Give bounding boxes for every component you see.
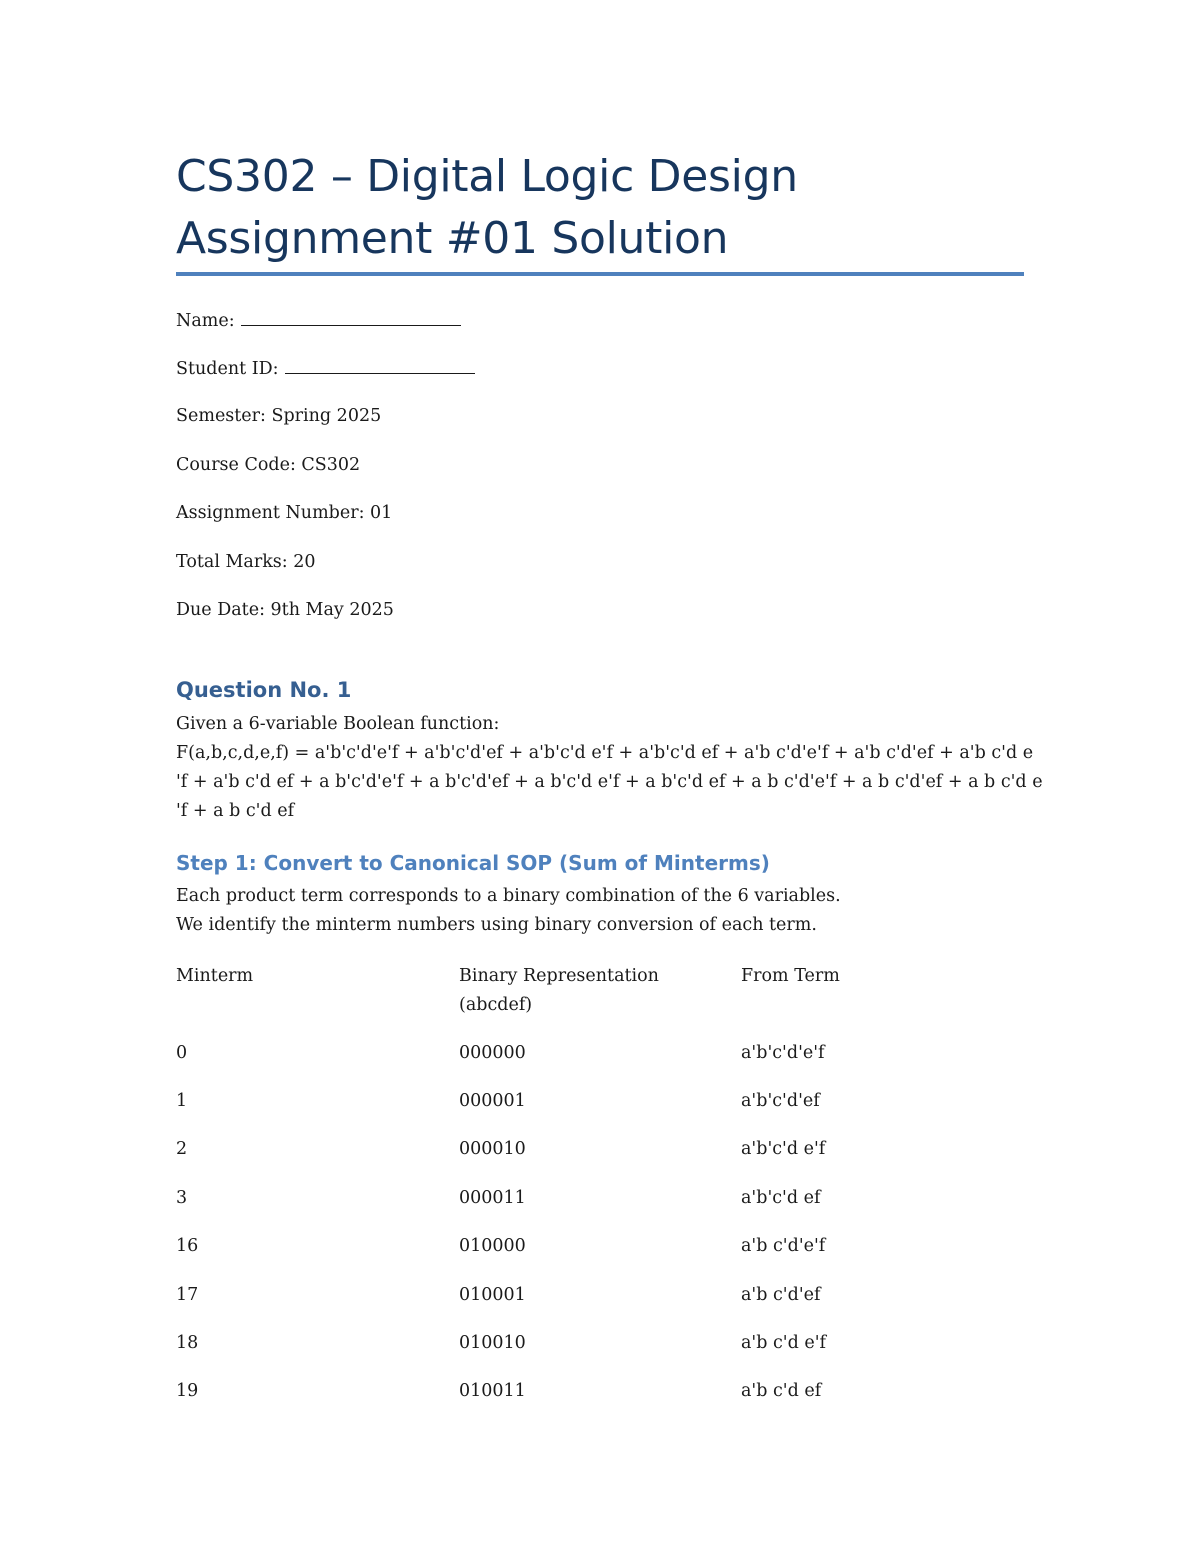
course-code-field: Course Code: CS302 [176,455,361,475]
minterm-cell: 0 [176,1043,188,1063]
name-label: Name: [176,311,235,331]
question-body [176,710,1043,826]
term-cell: a'b'c'd ef [741,1188,821,1208]
function-line-1: F(a,b,c,d,e,f) = a'b'c'd'e'f + a'b'c'd'ef + a'b'c'd e'f + a'b'c'd ef + a'b c'd'e'f + a'b c'd'ef + a'b c'd e [176,743,1034,763]
term-cell: a'b c'd ef [741,1381,822,1401]
step1-heading: Step 1: Convert to Canonical SOP (Sum of Minterms) [176,851,770,875]
function-line-2: 'f + a'b c'd ef + a b'c'd'e'f + a b'c'd'ef + a b'c'd e'f + a b'c'd ef + a b c'd'e'f + a b c'd'ef + a b c'd e [176,772,1043,792]
document-title [176,146,1026,270]
binary-cell: 010001 [459,1285,526,1305]
minterm-cell: 18 [176,1333,199,1353]
assignment-number-field: Assignment Number: 01 [176,503,393,523]
title-line-1: CS302 – Digital Logic Design [176,151,798,202]
minterm-cell: 3 [176,1188,188,1208]
table-header-from-term: From Term [741,966,840,986]
minterm-cell: 2 [176,1139,188,1159]
binary-cell: 010010 [459,1333,526,1353]
student-id-field [176,356,475,381]
binary-cell: 010011 [459,1381,526,1401]
minterm-cell: 17 [176,1285,199,1305]
binary-cell: 000001 [459,1091,526,1111]
term-cell: a'b'c'd'e'f [741,1043,825,1063]
step1-line-1: Each product term corresponds to a binary combination of the 6 variables. [176,886,841,906]
title-underline [176,272,1024,276]
minterm-cell: 16 [176,1236,199,1256]
student-id-blank-line [285,356,475,374]
term-cell: a'b c'd'ef [741,1285,821,1305]
minterm-cell: 1 [176,1091,188,1111]
question-intro: Given a 6-variable Boolean function: [176,714,500,734]
term-cell: a'b c'd'e'f [741,1236,826,1256]
table-header-binary: Binary Representation (abcdef) [459,966,659,1015]
function-line-3: 'f + a b c'd ef [176,801,295,821]
semester-field: Semester: Spring 2025 [176,406,382,426]
minterm-cell: 19 [176,1381,199,1401]
binary-cell: 000011 [459,1188,526,1208]
name-blank-line [241,308,461,326]
binary-cell: 010000 [459,1236,526,1256]
binary-cell: 000010 [459,1139,526,1159]
term-cell: a'b'c'd e'f [741,1139,826,1159]
total-marks-field: Total Marks: 20 [176,552,316,572]
question-heading: Question No. 1 [176,678,352,702]
step1-body [176,882,1026,940]
due-date-field: Due Date: 9th May 2025 [176,600,394,620]
student-id-label: Student ID: [176,359,279,379]
name-field [176,308,461,333]
term-cell: a'b'c'd'ef [741,1091,820,1111]
table-header-minterm: Minterm [176,966,254,986]
title-line-2: Assignment #01 Solution [176,213,729,264]
term-cell: a'b c'd e'f [741,1333,827,1353]
binary-cell: 000000 [459,1043,526,1063]
step1-line-2: We identify the minterm numbers using binary conversion of each term. [176,915,817,935]
